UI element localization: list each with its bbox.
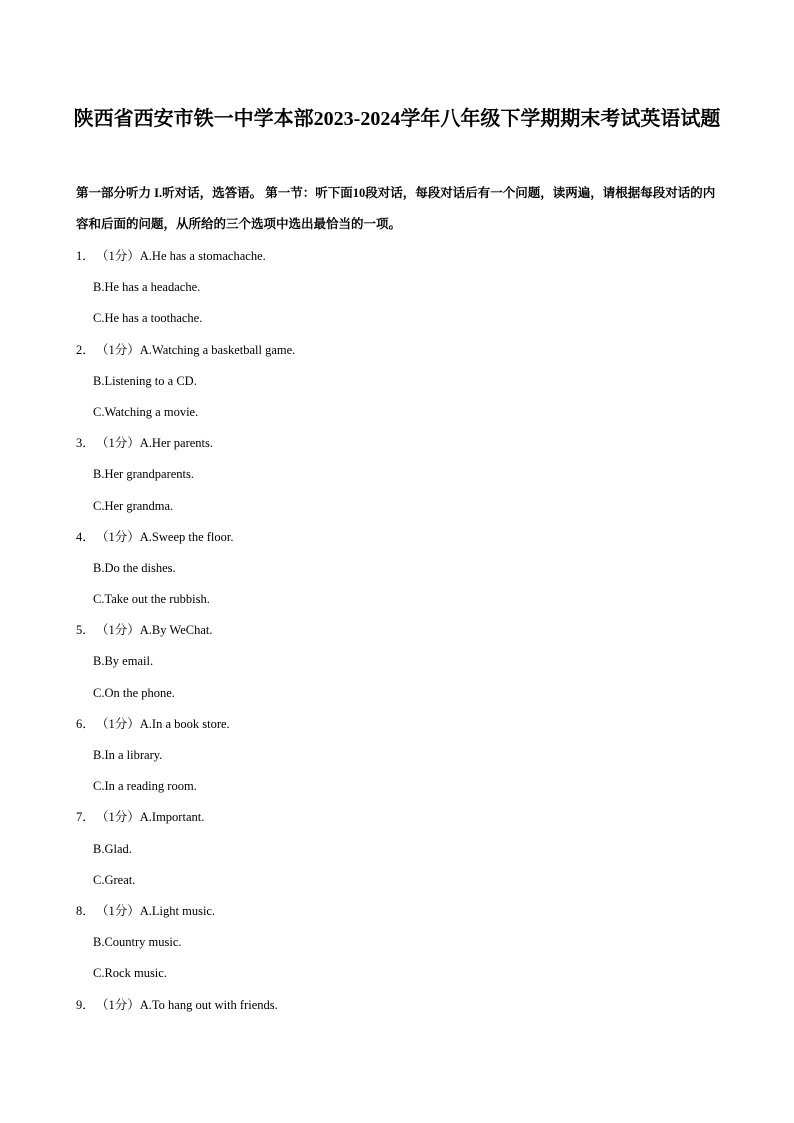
question-item [76, 428, 726, 459]
option-text: A.He has a stomachache. [139, 249, 266, 263]
question-number: 4． [76, 529, 95, 544]
question-option [76, 397, 726, 428]
question-list [76, 241, 726, 1021]
question-number: 8． [76, 903, 95, 918]
option-text: B.Her grandparents. [93, 467, 195, 482]
question-option [76, 865, 726, 896]
question-score: （1分） [96, 436, 140, 451]
question-score: （1分） [96, 810, 140, 825]
option-text: A.Watching a basketball game. [139, 342, 296, 357]
option-text: B.He has a headache. [93, 280, 201, 295]
question-item [76, 802, 726, 833]
option-text: C.Great. [93, 872, 136, 887]
question-option [76, 740, 726, 771]
question-option [76, 834, 726, 865]
question-item [76, 335, 726, 366]
question-score: （1分） [96, 997, 140, 1012]
option-text: C.Her grandma. [93, 498, 174, 513]
question-option [76, 771, 726, 802]
question-number: 1． [76, 249, 95, 263]
question-option [76, 553, 726, 584]
question-option [76, 491, 726, 522]
option-text: C.He has a toothache. [93, 311, 203, 326]
question-option [76, 678, 726, 709]
option-text: C.On the phone. [93, 685, 175, 700]
question-number: 9． [76, 997, 95, 1012]
question-item [76, 615, 726, 646]
option-text: A.Light music. [139, 903, 216, 918]
option-text: C.Take out the rubbish. [93, 592, 210, 607]
question-number: 7． [76, 810, 95, 825]
question-item [76, 709, 726, 740]
option-text: C.Watching a movie. [93, 404, 199, 419]
question-score: （1分） [96, 903, 140, 918]
option-text: A.Her parents. [139, 436, 214, 451]
question-item [76, 896, 726, 927]
option-text: A.By WeChat. [139, 623, 213, 638]
question-score: （1分） [96, 716, 140, 731]
question-number: 2． [76, 342, 95, 357]
question-score: （1分） [96, 529, 140, 544]
question-item [76, 990, 726, 1021]
question-score: （1分） [96, 623, 140, 638]
question-number: 5． [76, 623, 95, 638]
option-text: B.Country music. [93, 935, 182, 950]
option-text: B.Glad. [93, 841, 132, 856]
question-option [76, 366, 726, 397]
section-instructions: 第一部分听力 I.听对话，选答语。 第一节：听下面10段对话，每段对话后有一个问题，读两遍，请根据每段对话的内容和后面的问题，从所给的三个选项中选出最恰当的一项。 [76, 186, 716, 231]
option-text: A.Important. [139, 810, 205, 825]
question-item [76, 522, 726, 553]
question-option [76, 927, 726, 958]
question-score: （1分） [96, 342, 140, 357]
option-text: B.By email. [93, 654, 154, 669]
option-text: A.Sweep the floor. [139, 529, 234, 544]
option-text: C.Rock music. [93, 966, 167, 981]
question-option [76, 958, 726, 989]
question-option [76, 303, 726, 334]
option-text: C.In a reading room. [93, 779, 197, 794]
question-item [76, 241, 726, 272]
question-option [76, 646, 726, 677]
option-text: A.To hang out with friends. [139, 997, 278, 1012]
option-text: B.In a library. [93, 748, 163, 762]
question-option [76, 584, 726, 615]
question-number: 3． [76, 436, 95, 451]
question-score: （1分） [96, 249, 140, 263]
option-text: A.In a book store. [139, 716, 230, 731]
page-title: 陕西省西安市铁一中学本部2023-2024学年八年级下学期期末考试英语试题 [73, 108, 721, 130]
option-text: B.Listening to a CD. [93, 373, 197, 388]
option-text: B.Do the dishes. [93, 560, 176, 575]
question-option [76, 459, 726, 490]
question-number: 6． [76, 716, 95, 731]
question-option [76, 272, 726, 303]
